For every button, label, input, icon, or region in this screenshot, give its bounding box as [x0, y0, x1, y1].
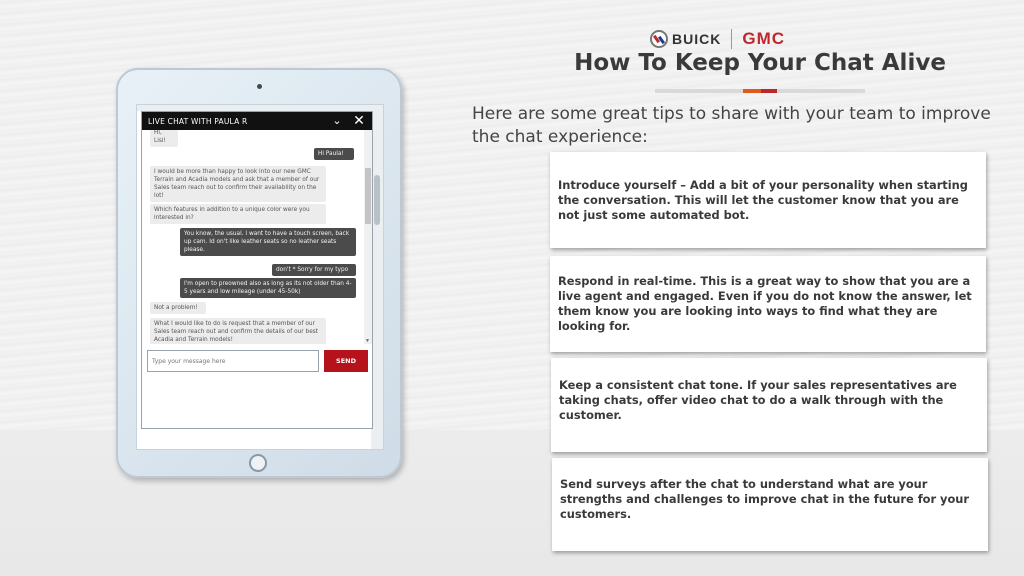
title-underline [655, 89, 865, 93]
tablet-camera [257, 84, 262, 89]
tip-text: Respond in real-time. This is a great way to show that you are a live agent and engaged. Even if you do not know the answer, let them know you are looking into ways to find what they are looking for. [558, 274, 972, 333]
tip-card-respond [550, 256, 986, 352]
chat-scrollbar[interactable] [364, 130, 372, 344]
buick-logo-text: BUICK [672, 31, 722, 47]
close-icon[interactable]: ✕ [353, 112, 365, 128]
chat-message-agent: What I would like to do is request that a member of our Sales team reach out and confirm the details of our best Acadia and Terrain models! [150, 318, 326, 344]
live-chat-window [141, 111, 373, 429]
chevron-down-icon[interactable]: ⌄ [332, 115, 342, 127]
tip-card-surveys [552, 458, 988, 551]
tablet-screen [136, 104, 384, 450]
chat-message-agent: Hi, Lisi! [150, 130, 178, 147]
chat-title: LIVE CHAT WITH PAULA R [148, 116, 248, 126]
buick-emblem-icon [650, 30, 668, 48]
brand-logos [650, 28, 810, 50]
chat-message-user: You know, the usual. I want to have a touch screen, back up cam. Id on't like leather seats so no leather seats please. [180, 228, 356, 256]
chat-message-user: don't * Sorry for my typo [272, 264, 356, 276]
chat-header [142, 112, 372, 130]
chat-input-row [142, 348, 372, 378]
tablet-home-button [249, 454, 267, 472]
scroll-down-icon[interactable]: ▼ [365, 338, 370, 344]
chat-message-agent: Which features in addition to a unique color were you interested in? [150, 204, 326, 224]
tip-text: Send surveys after the chat to understand what are your strengths and challenges to improve chat in the future for your customers. [560, 477, 970, 521]
tablet-device [116, 68, 402, 478]
tip-text: Keep a consistent chat tone. If your sales representatives are taking chats, offer video chat to do a walk through with the customer. [559, 377, 957, 422]
chat-message-input[interactable] [147, 350, 319, 372]
tip-card-introduce [550, 152, 986, 248]
page-title: How To Keep Your Chat Alive [574, 50, 946, 76]
chat-message-agent: I would be more than happy to look into our new GMC Terrain and Acadia models and ask that a member of our Sales team reach out to confirm their availability on the lot! [150, 166, 326, 202]
chat-messages [142, 130, 372, 344]
gmc-logo-text: GMC [742, 29, 786, 48]
chat-message-user: Hi Paula! [314, 148, 354, 160]
tip-text: Introduce yourself – Add a bit of your personality when starting the conversation. This will let the customer know that you are not just some automated bot. [558, 177, 968, 222]
chat-message-user: I'm open to preowned also as long as its not older than 4-5 years and low mileage (under 45-50k) [180, 278, 356, 298]
intro-text: Here are some great tips to share with your team to improve the chat experience: [472, 104, 991, 147]
chat-message-agent: Not a problem! [150, 302, 206, 314]
brand-divider [731, 29, 732, 49]
send-button[interactable]: SEND [324, 350, 368, 372]
tip-card-tone [551, 358, 987, 452]
